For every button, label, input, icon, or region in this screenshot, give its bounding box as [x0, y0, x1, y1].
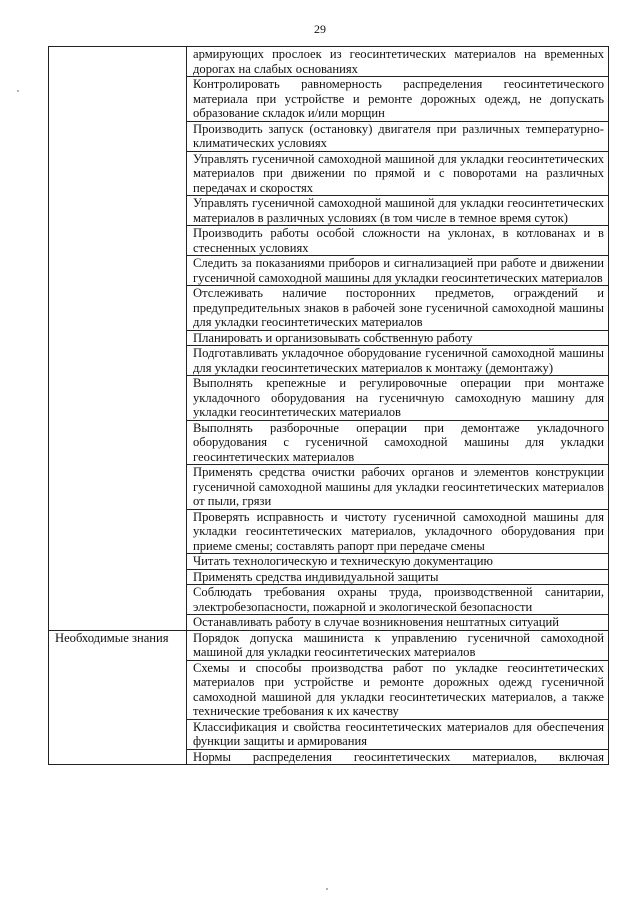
- requirement-cell: Порядок допуска машиниста к управлению гусеничной самоходной машиной для укладки геосинтетических материалов: [187, 630, 609, 660]
- requirement-cell: Применять средства очистки рабочих органов и элементов конструкции гусеничной самоходной машины для укладки геосинтетических материалов от пыли, грязи: [187, 465, 609, 510]
- table-body: [49, 47, 609, 765]
- requirement-cell: Выполнять крепежные и регулировочные операции при монтаже укладочного оборудования на гусеничную самоходную машину для укладки геосинтетических материалов: [187, 376, 609, 421]
- requirement-cell: Управлять гусеничной самоходной машиной для укладки геосинтетических материалов в различных условиях (в том числе в темное время суток): [187, 196, 609, 226]
- qualification-table: [48, 46, 609, 765]
- requirement-cell: армирующих прослоек из геосинтетических материалов на временных дорогах на слабых основаниях: [187, 47, 609, 77]
- scan-speck: [326, 888, 328, 890]
- requirement-cell: Схемы и способы производства работ по укладке геосинтетических материалов при устройстве и ремонте дорожных одежд гусеничной самоходной машиной для укладки геосинтетических материалов, а также технические требования к их качеству: [187, 660, 609, 719]
- requirement-cell: Проверять исправность и чистоту гусеничной самоходной машины для укладки геосинтетических материалов, укладочного оборудования при приеме смены; составлять рапорт при передаче смены: [187, 509, 609, 554]
- table-row: [49, 47, 609, 77]
- requirement-cell: Следить за показаниями приборов и сигнализацией при работе и движении гусеничной самоходной машины для укладки геосинтетических материалов: [187, 256, 609, 286]
- requirement-cell: Нормы распределения геосинтетических материалов, включая: [187, 749, 609, 765]
- requirement-cell: Соблюдать требования охраны труда, производственной санитарии, электробезопасности, пожарной и экологической безопасности: [187, 585, 609, 615]
- requirement-cell: Применять средства индивидуальной защиты: [187, 569, 609, 585]
- scan-speck: [17, 90, 19, 92]
- requirement-cell: Останавливать работу в случае возникновения нештатных ситуаций: [187, 615, 609, 631]
- requirement-cell: Планировать и организовывать собственную работу: [187, 330, 609, 346]
- requirement-cell: Отслеживать наличие посторонних предметов, ограждений и предупредительных знаков в рабочей зоне гусеничной самоходной машины для укладки геосинтетических материалов: [187, 286, 609, 331]
- requirement-cell: Классификация и свойства геосинтетических материалов для обеспечения функции защиты и армирования: [187, 719, 609, 749]
- requirement-cell: Подготавливать укладочное оборудование гусеничной самоходной машины для укладки геосинтетических материалов к монтажу (демонтажу): [187, 346, 609, 376]
- requirement-cell: Производить запуск (остановку) двигателя при различных температурно-климатических условиях: [187, 121, 609, 151]
- category-cell: [49, 47, 187, 631]
- page-number: 29: [314, 22, 326, 36]
- requirement-cell: Контролировать равномерность распределения геосинтетического материала при устройстве и ремонте дорожных одежд, не допускать образование складок и/или морщин: [187, 77, 609, 122]
- requirement-cell: Читать технологическую и техническую документацию: [187, 554, 609, 570]
- category-cell: Необходимые знания: [49, 630, 187, 765]
- requirement-cell: Управлять гусеничной самоходной машиной для укладки геосинтетических материалов при движении по прямой и с поворотами на различных передачах и скоростях: [187, 151, 609, 196]
- requirement-cell: Производить работы особой сложности на уклонах, в котлованах и в стесненных условиях: [187, 226, 609, 256]
- table-row: [49, 630, 609, 660]
- requirement-cell: Выполнять разборочные операции при демонтаже укладочного оборудования с гусеничной самоходной машины для укладки геосинтетических материалов: [187, 420, 609, 465]
